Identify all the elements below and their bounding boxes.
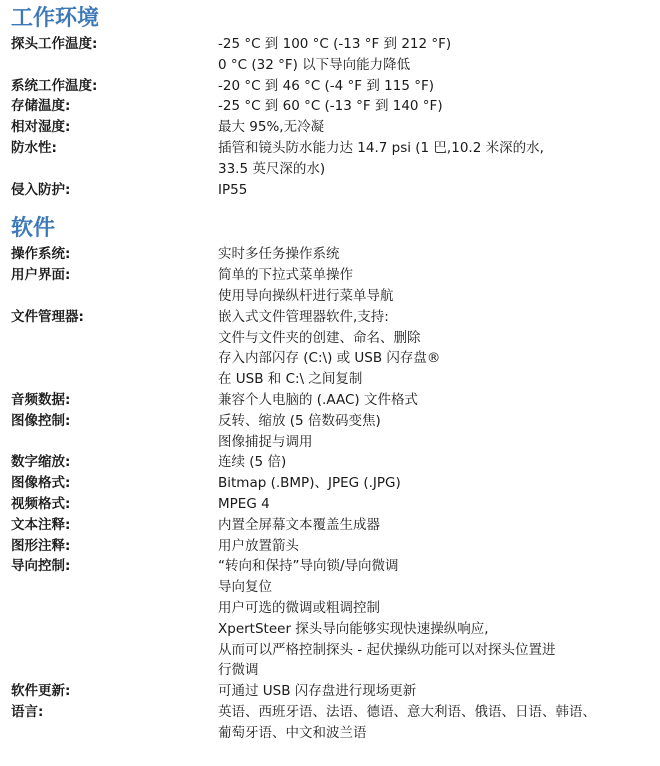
spec-row: [11, 76, 660, 97]
spec-label: 侵入防护:: [11, 181, 71, 198]
section-title: 工作环境: [11, 6, 100, 31]
spec-label: 文本注释:: [11, 516, 71, 533]
spec-value-line: XpertSteer 探头导向能够实现快速操纵响应,: [218, 620, 489, 637]
spec-row: [11, 117, 660, 138]
spec-content: [11, 4, 660, 744]
spec-value-line: 导向复位: [218, 579, 272, 596]
spec-row: [11, 411, 660, 453]
spec-values: [218, 138, 660, 180]
spec-label: 导向控制:: [11, 558, 71, 575]
spec-label: 探头工作温度:: [11, 36, 98, 52]
spec-values: [218, 702, 660, 744]
spec-value-line: 可通过 USB 闪存盘进行现场更新: [218, 683, 417, 700]
spec-values: [218, 180, 660, 201]
spec-values: [218, 76, 660, 97]
spec-value-line: 反转、缩放 (5 倍数码变焦): [218, 412, 381, 429]
spec-row: [11, 244, 660, 265]
spec-value-line: 简单的下拉式菜单操作: [218, 267, 353, 284]
spec-values: [218, 265, 660, 307]
spec-values: [218, 556, 660, 681]
spec-value-line: 存入内部闪存 (C:\) 或 USB 闪存盘®: [218, 350, 441, 367]
spec-values: [218, 536, 660, 557]
spec-label: 语言:: [11, 703, 44, 720]
spec-label: 操作系统:: [11, 246, 71, 263]
spec-label: 图像格式:: [11, 475, 71, 492]
spec-label: 防水性:: [11, 139, 57, 156]
spec-row: [11, 473, 660, 494]
spec-label: 图像控制:: [11, 412, 71, 429]
spec-row: [11, 515, 660, 536]
spec-value-line: 实时多任务操作系统: [218, 246, 340, 263]
spec-value-line: 行微调: [218, 662, 259, 679]
spec-values: [218, 411, 660, 453]
spec-value-line: 文件与文件夹的创建、命名、删除: [218, 329, 421, 346]
spec-value-line: 33.5 英尺深的水): [218, 160, 326, 177]
spec-value-line: 英语、西班牙语、法语、德语、意大利语、俄语、日语、韩语、: [218, 703, 596, 720]
spec-values: [218, 494, 660, 515]
spec-value-line: Bitmap (.BMP)、JPEG (.JPG): [218, 475, 401, 492]
spec-values: [218, 390, 660, 411]
spec-label: 相对湿度:: [11, 119, 71, 136]
spec-value-line: “转向和保持”导向锁/导向微调: [218, 558, 399, 575]
spec-value-line: 连续 (5 倍): [218, 454, 287, 471]
spec-values: [218, 96, 660, 117]
section-title: 软件: [11, 216, 56, 242]
spec-value-line: 插管和镜头防水能力达 14.7 psi (1 巴,10.2 米深的水,: [218, 139, 544, 156]
spec-row: [11, 452, 660, 473]
spec-row: [11, 536, 660, 557]
spec-value-line: 在 USB 和 C:\ 之间复制: [218, 371, 363, 388]
spec-label: 用户界面:: [11, 267, 71, 284]
spec-value-line: IP55: [218, 181, 248, 198]
spec-label: 音频数据:: [11, 391, 71, 408]
spec-row: [11, 138, 660, 180]
spec-value-line: -20 °C 到 46 °C (-4 °F 到 115 °F): [218, 77, 434, 94]
spec-row: [11, 265, 660, 307]
spec-values: [218, 117, 660, 138]
spec-label: 数字缩放:: [11, 454, 71, 471]
spec-values: [218, 34, 660, 76]
spec-value-line: 从而可以严格控制探头 - 起伏操纵功能可以对探头位置进: [218, 641, 556, 658]
spec-row: [11, 307, 660, 390]
spec-values: [218, 515, 660, 536]
spec-value-line: -25 °C 到 60 °C (-13 °F 到 140 °F): [218, 98, 443, 115]
spec-value-line: 内置全屏幕文本覆盖生成器: [218, 516, 380, 533]
spec-values: [218, 307, 660, 390]
spec-value-line: 葡萄牙语、中文和波兰语: [218, 724, 367, 741]
spec-row: [11, 494, 660, 515]
spec-value-line: MPEG 4: [218, 495, 270, 512]
spec-row: [11, 390, 660, 411]
spec-value-line: -25 °C 到 100 °C (-13 °F 到 212 °F): [218, 36, 452, 52]
spec-row: [11, 681, 660, 702]
spec-value-line: 图像捕捉与调用: [218, 433, 313, 450]
spec-row: [11, 702, 660, 744]
spec-value-line: 最大 95%,无冷凝: [218, 119, 325, 136]
spec-values: [218, 473, 660, 494]
spec-value-line: 兼容个人电脑的 (.AAC) 文件格式: [218, 391, 418, 408]
spec-row: [11, 96, 660, 117]
spec-label: 存储温度:: [11, 98, 71, 115]
spec-value-line: 0 °C (32 °F) 以下导向能力降低: [218, 56, 411, 73]
spec-values: [218, 452, 660, 473]
spec-label: 文件管理器:: [11, 308, 84, 325]
spec-value-line: 用户放置箭头: [218, 537, 299, 554]
spec-label: 软件更新:: [11, 683, 71, 700]
spec-row: [11, 34, 660, 76]
spec-values: [218, 244, 660, 265]
spec-values: [218, 681, 660, 702]
spec-value-line: 嵌入式文件管理器软件,支持:: [218, 308, 389, 325]
spec-row: [11, 180, 660, 201]
spec-label: 系统工作温度:: [11, 77, 98, 94]
spec-label: 图形注释:: [11, 537, 71, 554]
spec-value-line: 用户可选的微调或粗调控制: [218, 599, 380, 616]
spec-value-line: 使用导向操纵杆进行菜单导航: [218, 287, 394, 304]
spec-label: 视频格式:: [11, 495, 71, 512]
spec-row: [11, 556, 660, 681]
